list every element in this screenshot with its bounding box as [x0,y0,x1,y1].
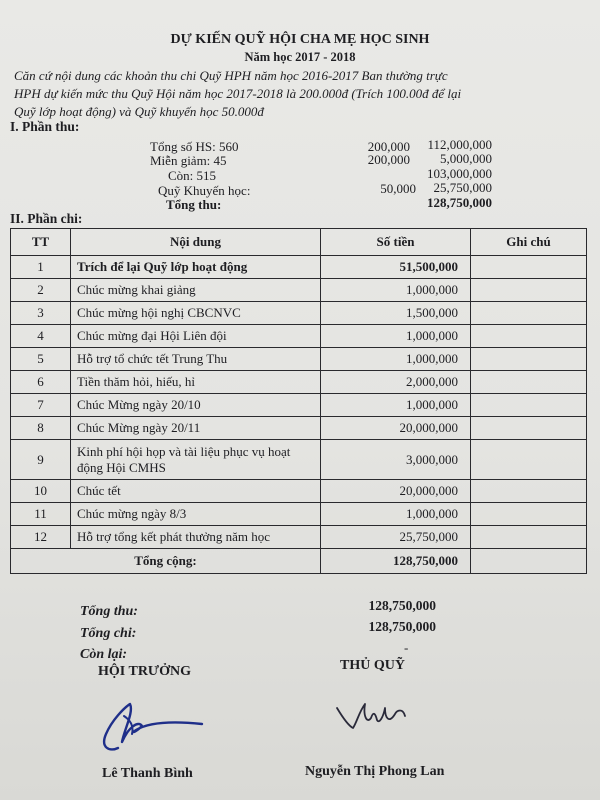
header-note: Ghi chú [471,229,587,256]
right-signer-name: Nguyễn Thị Phong Lan [305,764,445,779]
table-row [11,417,587,440]
row-note [471,371,587,394]
row-note [471,526,587,549]
total-amount: 128,750,000 [321,549,471,574]
row-tt: 5 [11,348,71,371]
table-row [11,279,587,302]
row-content: Chúc mừng khai giảng [71,279,321,302]
right-signature-icon [325,688,445,744]
table-row [11,394,587,417]
row-tt: 4 [11,325,71,348]
summary-expense-amount: 128,750,000 [368,619,436,634]
income-rate: 200,000 [367,152,410,167]
table-header-row [11,229,587,256]
summary-income-label: Tổng thu: [80,604,138,619]
table-total-row [11,549,587,574]
header-tt: TT [11,229,71,256]
document-subtitle: Năm học 2017 - 2018 [244,50,356,64]
income-label: Quỹ Khuyến học: [158,183,251,198]
expense-heading: II. Phần chi: [10,211,83,226]
header-content: Nội dung [71,229,321,256]
income-amount: 25,750,000 [433,180,492,195]
income-label: Miễn giảm: 45 [150,153,227,168]
income-total-amount: 128,750,000 [427,195,492,210]
row-content: Chúc mừng ngày 8/3 [71,503,321,526]
row-content: Tiền thăm hỏi, hiếu, hỉ [71,371,321,394]
row-amount: 20,000,000 [321,417,471,440]
right-signer-title: THỦ QUỸ [340,658,405,673]
summary-remain-label: Còn lại: [80,647,128,662]
expense-table [10,228,587,574]
income-rate: 200,000 [367,139,410,154]
row-content: Chúc mừng hội nghị CBCNVC [71,302,321,325]
row-note [471,417,587,440]
header-amount: Số tiền [321,229,471,256]
table-row [11,348,587,371]
intro-line: Quỹ lớp hoạt động) và Quỹ khuyến học 50.000đ [14,104,264,119]
row-content: Chúc Mừng ngày 20/11 [71,417,321,440]
summary-expense-label: Tổng chi: [80,626,137,641]
row-note [471,348,587,371]
income-label: Còn: 515 [168,168,217,183]
left-signer-name: Lê Thanh Bình [102,766,193,781]
row-tt: 12 [11,526,71,549]
income-heading: I. Phần thu: [10,119,80,134]
table-row [11,440,587,480]
row-tt: 8 [11,417,71,440]
left-signature-icon [80,690,210,760]
row-amount: 1,000,000 [321,279,471,302]
row-content: Chúc Mừng ngày 20/10 [71,394,321,417]
row-tt: 7 [11,394,71,417]
income-amount: 5,000,000 [440,151,492,166]
income-rate: 50,000 [380,181,416,196]
income-amount: 103,000,000 [427,166,492,181]
table-row [11,503,587,526]
row-note [471,325,587,348]
summary-remain-amount: - [404,640,409,655]
summary-income-amount: 128,750,000 [368,598,436,613]
row-amount: 2,000,000 [321,371,471,394]
document-title: DỰ KIẾN QUỸ HỘI CHA MẸ HỌC SINH [170,32,430,47]
income-label: Tổng số HS: 560 [150,139,239,154]
intro-line: HPH dự kiến mức thu Quỹ Hội năm học 2017-2018 là 200.000đ (Trích 100.00đ để lại [14,86,462,101]
row-tt: 2 [11,279,71,302]
row-content: Trích để lại Quỹ lớp hoạt động [71,256,321,279]
row-note [471,302,587,325]
row-note [471,279,587,302]
table-row [11,256,587,279]
row-content: Chúc tết [71,480,321,503]
intro-line: Căn cứ nội dung các khoản thu chi Quỹ HPH năm học 2016-2017 Ban thường trực [14,68,448,83]
row-amount: 1,000,000 [321,503,471,526]
income-amount: 112,000,000 [427,137,492,152]
table-row [11,302,587,325]
row-note [471,503,587,526]
row-content: Kinh phí hội họp và tài liệu phục vụ hoạt động Hội CMHS [71,440,321,480]
row-amount: 20,000,000 [321,480,471,503]
row-amount: 51,500,000 [321,256,471,279]
row-note [471,256,587,279]
row-amount: 25,750,000 [321,526,471,549]
row-tt: 3 [11,302,71,325]
total-label: Tổng cộng: [11,549,321,574]
row-tt: 10 [11,480,71,503]
row-amount: 1,000,000 [321,348,471,371]
row-amount: 3,000,000 [321,440,471,480]
row-note [471,480,587,503]
table-row [11,526,587,549]
row-tt: 6 [11,371,71,394]
row-amount: 1,000,000 [321,325,471,348]
row-tt: 1 [11,256,71,279]
row-note [471,440,587,480]
row-content: Hỗ trợ tổ chức tết Trung Thu [71,348,321,371]
income-total-label: Tổng thu: [166,197,222,212]
total-note [471,549,587,574]
row-amount: 1,500,000 [321,302,471,325]
table-row [11,325,587,348]
row-note [471,394,587,417]
row-amount: 1,000,000 [321,394,471,417]
row-tt: 9 [11,440,71,480]
row-content: Chúc mừng đại Hội Liên đội [71,325,321,348]
row-tt: 11 [11,503,71,526]
table-row [11,371,587,394]
table-row [11,480,587,503]
row-content: Hỗ trợ tổng kết phát thưởng năm học [71,526,321,549]
left-signer-title: HỘI TRƯỞNG [98,664,191,679]
